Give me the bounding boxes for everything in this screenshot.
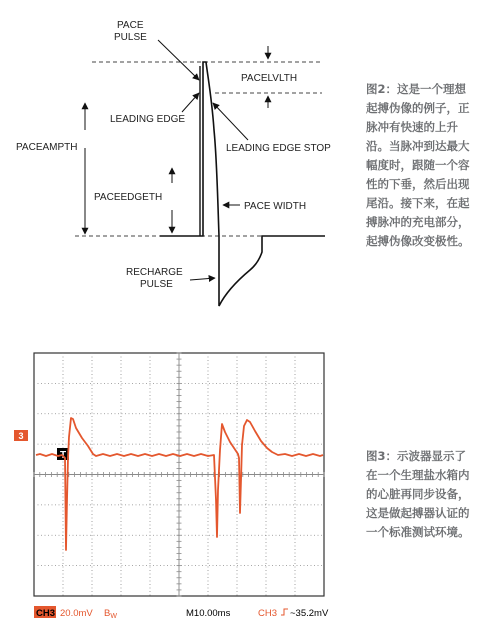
label-paceedgeth: PACEEDGETH xyxy=(94,192,163,203)
label-pacelvlth: PACELVLTH xyxy=(241,73,298,84)
status-trigger-channel: CH3 xyxy=(258,608,278,619)
status-volts-per-div: 20.0mV xyxy=(60,608,93,619)
status-channel: CH3 xyxy=(36,608,56,619)
trigger-marker-label: T xyxy=(59,450,67,461)
pace-pulse-pointer xyxy=(158,40,199,80)
status-bandwidth-b: B xyxy=(104,608,111,619)
label-pace-width: PACE WIDTH xyxy=(244,201,307,212)
pace-pulse-waveform xyxy=(160,62,325,306)
figure-2-diagram xyxy=(0,0,360,330)
label-leading-edge-stop: LEADING EDGE STOP xyxy=(226,143,331,154)
label-recharge-pulse: PULSE xyxy=(140,279,173,290)
status-bandwidth-w: W xyxy=(110,613,117,620)
figure-3-caption: 图3：示波器显示了 在一个生理盐水箱内 的心脏再同步设备， 这是做起搏器认证的 一个标准测试环境。 xyxy=(366,449,470,539)
leading-edge-stop-pointer xyxy=(213,103,248,140)
figure-3-oscilloscope xyxy=(0,340,360,640)
status-bandwidth xyxy=(104,608,117,620)
label-pace: PACE xyxy=(117,20,144,31)
label-pulse: PULSE xyxy=(114,32,147,43)
figure-2-caption: 图2：这是一个理想 起搏伪像的例子，正 脉冲有快速的上升 沿。当脉冲到达最大 幅度时，跟随一个容 性的下垂，然后出现 尾沿。接下来，在起 搏脉冲的充电部分， 起搏伪像改变极性。 xyxy=(366,82,470,248)
label-leading-edge: LEADING EDGE xyxy=(110,114,186,125)
label-paceampth: PACEAMPTH xyxy=(16,142,78,153)
channel-3-marker-label: 3 xyxy=(18,431,24,441)
leading-edge-pointer xyxy=(182,93,199,112)
status-timebase: M10.00ms xyxy=(186,608,231,619)
status-trigger-level: ~35.2mV xyxy=(290,608,329,619)
label-recharge: RECHARGE xyxy=(126,267,183,278)
recharge-pointer xyxy=(190,278,215,280)
trigger-slope-icon xyxy=(281,609,288,615)
